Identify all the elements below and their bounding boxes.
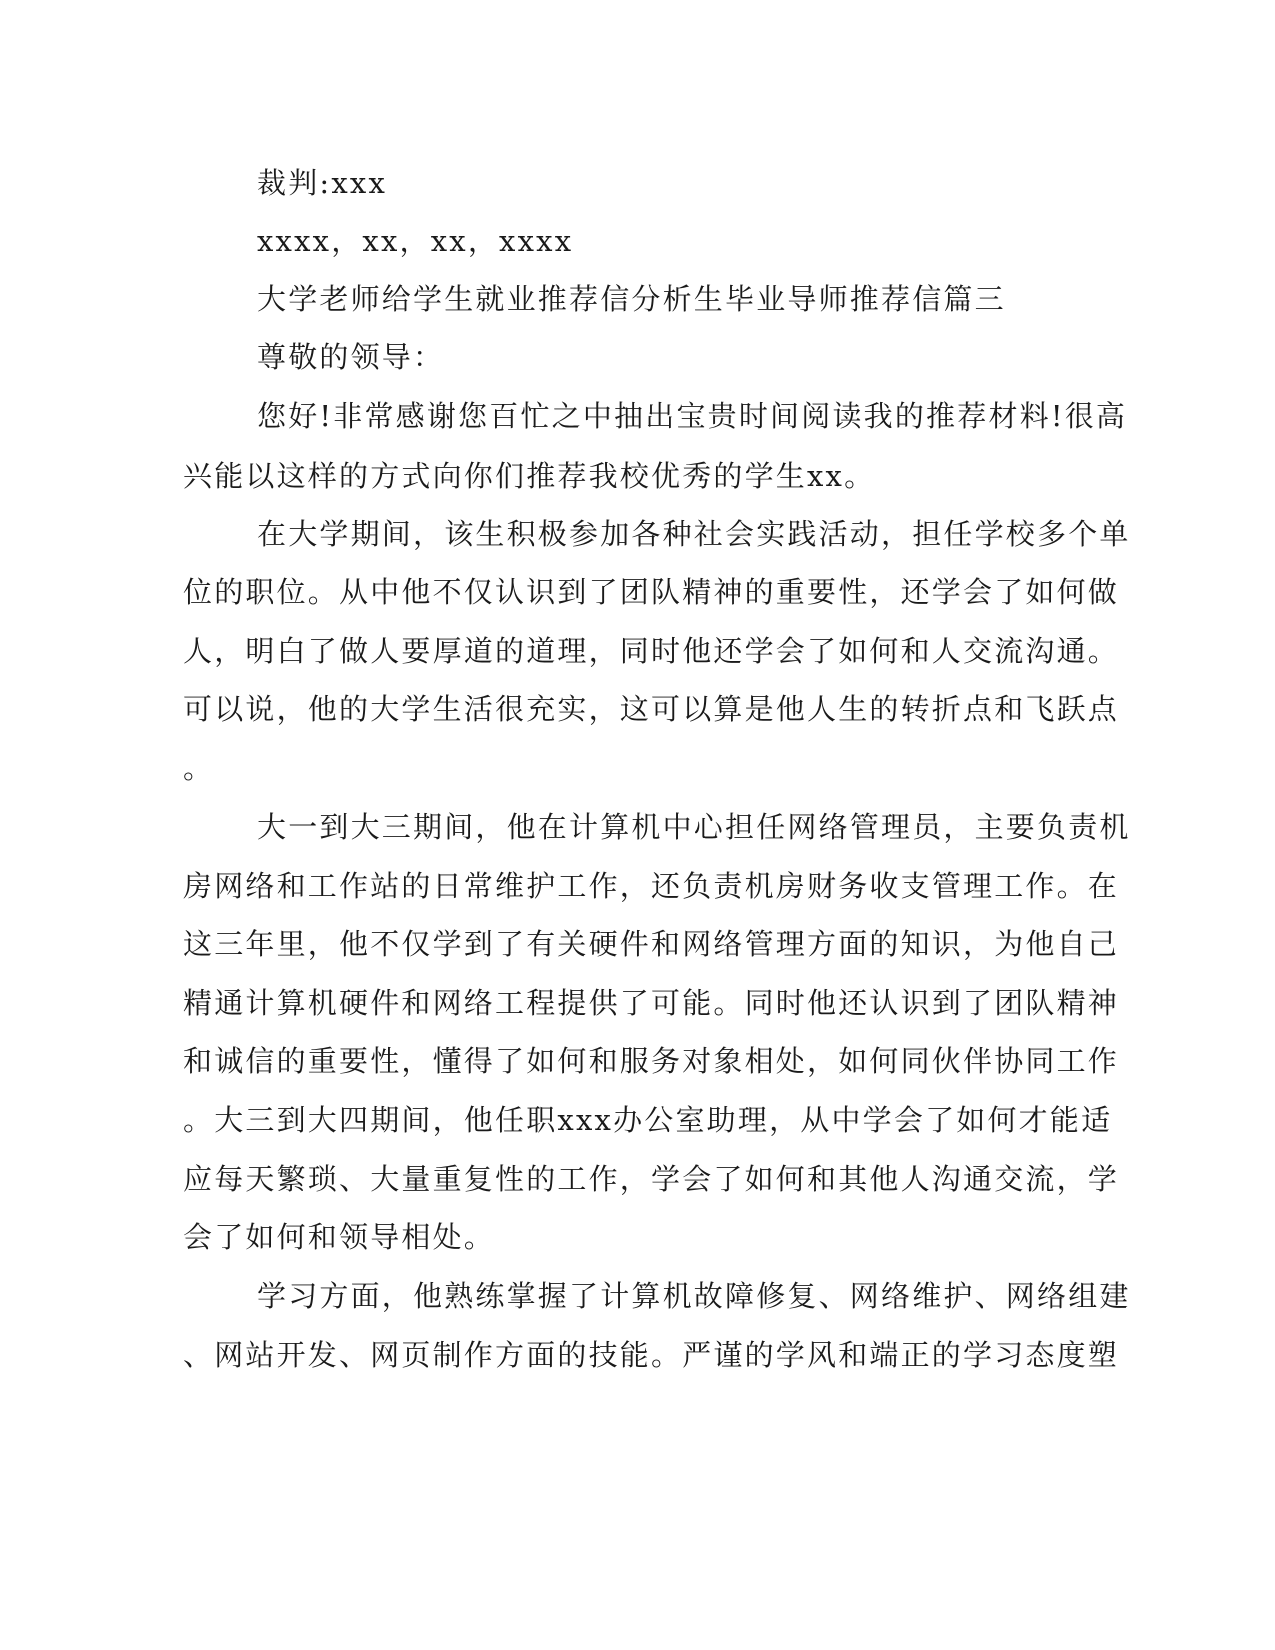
body-line: 这三年里，他不仅学到了有关硬件和网络管理方面的知识，为他自己 <box>183 927 1120 961</box>
body-line: 人，明白了做人要厚道的道理，同时他还学会了如何和人交流沟通。 <box>183 634 1120 668</box>
salutation: 尊敬的领导： <box>257 340 445 374</box>
body-line: 会了如何和领导相处。 <box>183 1220 496 1254</box>
body-line: 大一到大三期间，他在计算机中心担任网络管理员，主要负责机 <box>257 810 1131 844</box>
signature-line: 裁判:xxx <box>257 166 388 200</box>
body-line: 在大学期间，该生积极参加各种社会实践活动，担任学校多个单 <box>257 517 1131 551</box>
body-line: 您好!非常感谢您百忙之中抽出宝贵时间阅读我的推荐材料!很高 <box>257 399 1128 433</box>
date-line: xxxx，xx，xx，xxxx <box>257 224 574 258</box>
body-line: 。大三到大四期间，他任职xxx办公室助理，从中学会了如何才能适 <box>183 1103 1113 1137</box>
body-line: 兴能以这样的方式向你们推荐我校优秀的学生xx。 <box>183 459 876 493</box>
body-line: 位的职位。从中他不仅认识到了团队精神的重要性，还学会了如何做 <box>183 575 1120 609</box>
body-line: 。 <box>183 751 215 785</box>
body-line: 和诚信的重要性，懂得了如何和服务对象相处，如何同伙伴协同工作 <box>183 1044 1120 1078</box>
body-line: 、网站开发、网页制作方面的技能。严谨的学风和端正的学习态度塑 <box>183 1338 1120 1372</box>
body-line: 学习方面，他熟练掌握了计算机故障修复、网络维护、网络组建 <box>257 1279 1131 1313</box>
document-title: 大学老师给学生就业推荐信分析生毕业导师推荐信篇三 <box>257 282 1006 316</box>
body-line: 可以说，他的大学生活很充实，这可以算是他人生的转折点和飞跃点 <box>183 692 1120 726</box>
body-line: 精通计算机硬件和网络工程提供了可能。同时他还认识到了团队精神 <box>183 986 1120 1020</box>
body-line: 房网络和工作站的日常维护工作，还负责机房财务收支管理工作。在 <box>183 869 1120 903</box>
body-line: 应每天繁琐、大量重复性的工作，学会了如何和其他人沟通交流，学 <box>183 1162 1120 1196</box>
